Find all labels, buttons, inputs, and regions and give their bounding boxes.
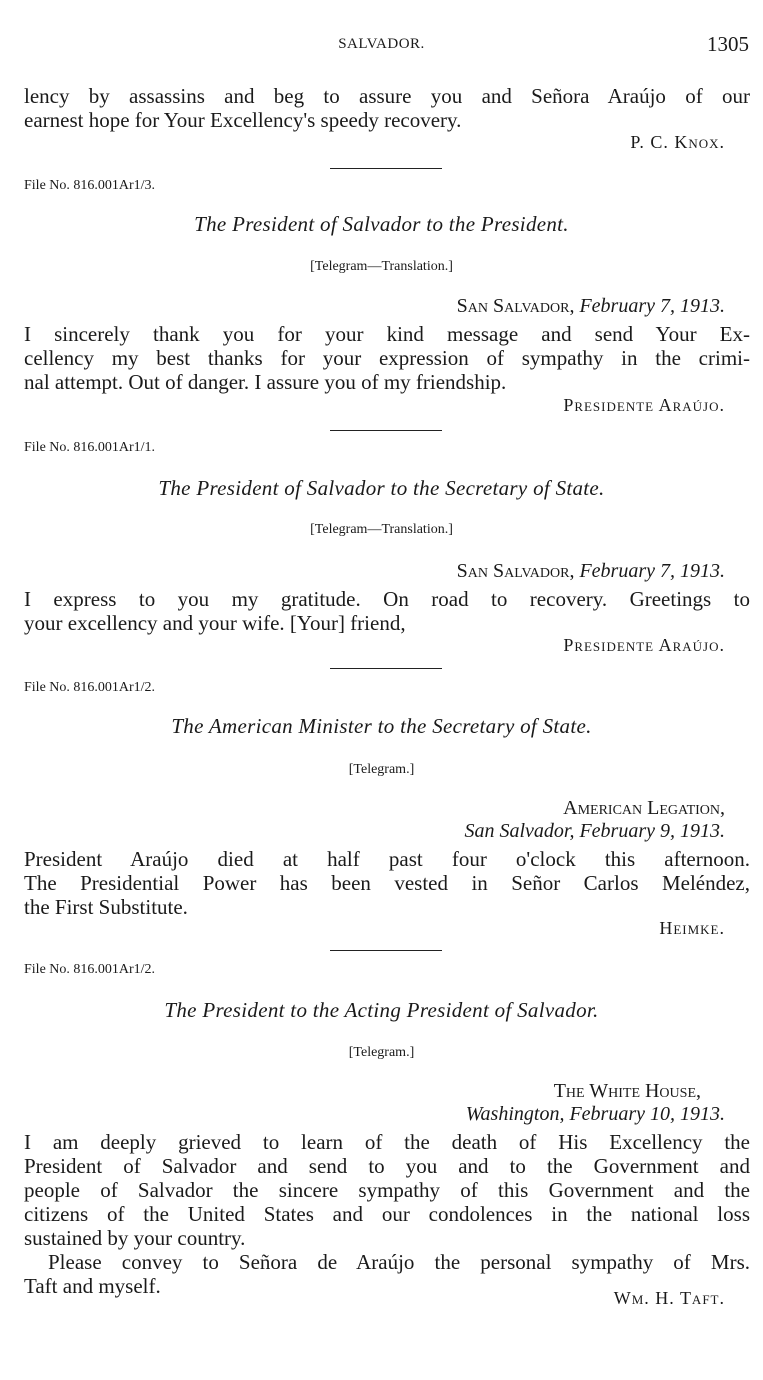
text-line: I sincerely thank you for your kind message and send Your Ex- — [24, 322, 750, 346]
document-title: The President of Salvador to the President. — [194, 212, 569, 236]
signature-knox: P. C. Knox. — [630, 132, 725, 152]
dateline-date: Washington, February 10, 1913. — [465, 1103, 725, 1125]
dateline-place: San Salvador, — [456, 295, 575, 317]
dateline — [457, 295, 725, 318]
telegram-tag: [Telegram—Translation.] — [310, 259, 453, 274]
text-line: the First Substitute. — [24, 895, 188, 919]
dateline-date: San Salvador, February 9, 1913. — [464, 820, 725, 842]
dateline-place: American Legation, — [563, 797, 725, 819]
file-number: File No. 816.001Ar1/2. — [24, 962, 156, 977]
text-line: people of Salvador the sincere sympathy of this Government and the — [24, 1178, 750, 1202]
signature: Presidente Araújo. — [563, 395, 725, 415]
document-title: The President of Salvador to the Secretary of State. — [158, 476, 605, 500]
section-divider — [330, 950, 442, 951]
dateline-place: San Salvador, — [456, 560, 575, 582]
file-number: File No. 816.001Ar1/1. — [24, 440, 156, 455]
text-line: your excellency and your wife. [Your] friend, — [24, 611, 406, 635]
message-body — [24, 322, 750, 394]
text-line: I am deeply grieved to learn of the death of His Excellency the — [24, 1130, 750, 1154]
document-title: The American Minister to the Secretary of State. — [171, 714, 592, 738]
file-number: File No. 816.001Ar1/2. — [24, 680, 156, 695]
dateline-place: The White House, — [553, 1080, 701, 1102]
document-title: The President to the Acting President of Salvador. — [164, 998, 599, 1022]
signature: Wm. H. Taft. — [613, 1288, 725, 1308]
dateline-date: February 7, 1913. — [579, 295, 725, 317]
text-line: Taft and myself. — [24, 1274, 161, 1298]
file-number: File No. 816.001Ar1/3. — [24, 178, 156, 193]
message-body — [24, 1130, 750, 1298]
section-divider — [330, 668, 442, 669]
section-divider — [330, 430, 442, 431]
section-divider — [330, 168, 442, 169]
text-line: President Araújo died at half past four o'clock this afternoon. — [24, 847, 750, 871]
text-line: lency by assassins and beg to assure you and Señora Araújo of our — [24, 84, 750, 108]
telegram-tag: [Telegram.] — [348, 1045, 415, 1060]
text-line: President of Salvador and send to you and to the Government and — [24, 1154, 750, 1178]
text-line: The Presidential Power has been vested in Señor Carlos Meléndez, — [24, 871, 750, 895]
text-line: earnest hope for Your Excellency's speedy recovery. — [24, 108, 462, 132]
text-line: citizens of the United States and our condolences in the national loss — [24, 1202, 750, 1226]
text-line: sustained by your country. — [24, 1226, 246, 1250]
message-body — [24, 587, 750, 635]
message-body — [24, 847, 750, 919]
signature: Presidente Araújo. — [563, 635, 725, 655]
running-title: SALVADOR. — [338, 36, 425, 52]
signature: Heimke. — [659, 918, 725, 938]
text-line: cellency my best thanks for your expression of sympathy in the crimi- — [24, 346, 750, 370]
text-line: Please convey to Señora de Araújo the personal sympathy of Mrs. — [48, 1250, 750, 1274]
continuation-paragraph — [24, 84, 750, 132]
telegram-tag: [Telegram—Translation.] — [310, 522, 453, 537]
dateline — [457, 560, 725, 583]
text-line: I express to you my gratitude. On road to recovery. Greetings to — [24, 587, 750, 611]
text-line: nal attempt. Out of danger. I assure you of my friendship. — [24, 370, 507, 394]
page-number: 1305 — [707, 32, 749, 56]
dateline-date: February 7, 1913. — [579, 560, 725, 582]
telegram-tag: [Telegram.] — [348, 762, 415, 777]
